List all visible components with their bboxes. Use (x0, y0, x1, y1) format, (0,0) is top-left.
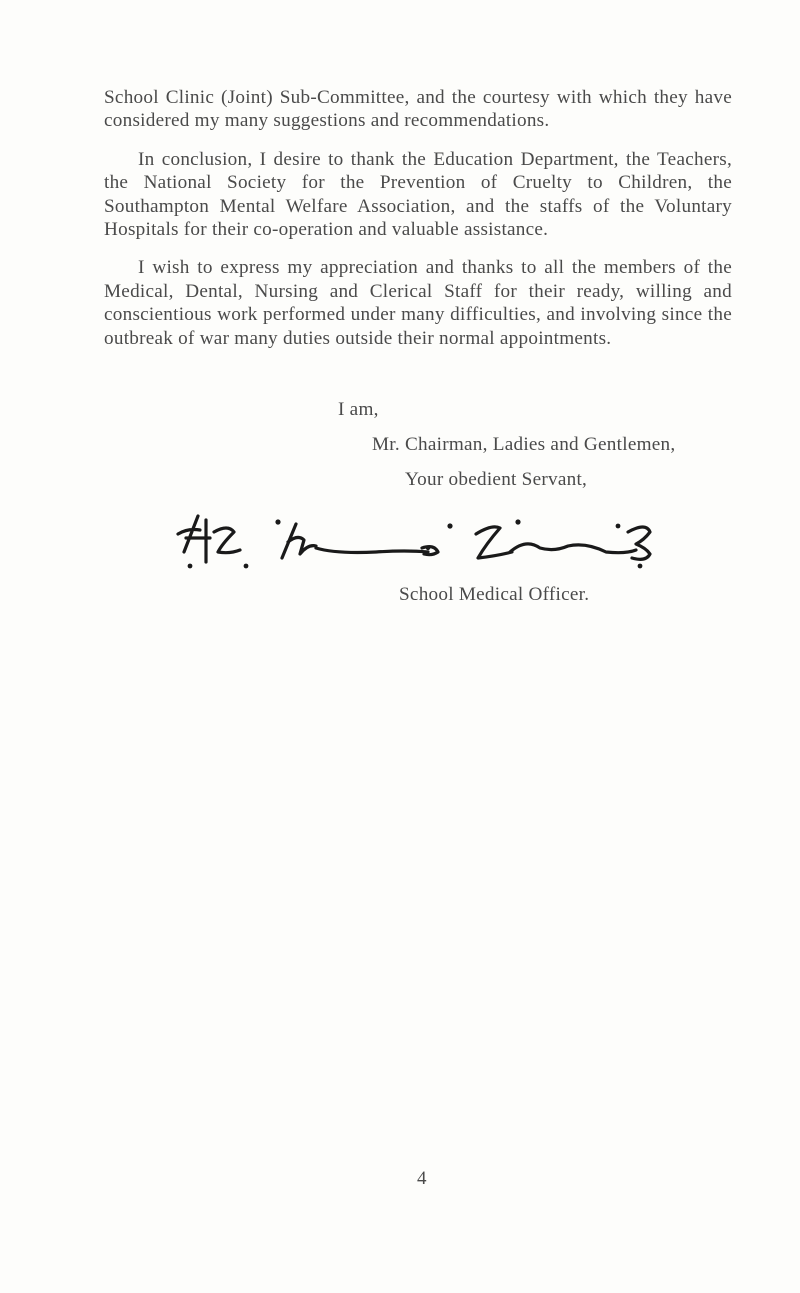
closing-salutation: Mr. Chairman, Ladies and Gentlemen, (372, 434, 676, 455)
paragraph-conclusion: In conclusion, I desire to thank the Education Department, the Teachers, the National Society for the Prevention of Cruelty to Children, the Southampton Mental Welfare Association, and the staffs of the Voluntary Hospitals for their co-operation and valuable assistance. (104, 148, 732, 241)
paragraph-committee-thanks: School Clinic (Joint) Sub-Committee, and the courtesy with which they have considered my many suggestions and recommendations. (104, 87, 732, 132)
paragraph-staff-appreciation: I wish to express my appreciation and thanks to all the members of the Medical, Dental, Nursing and Clerical Staff for their ready, willing and conscientious work performed under many difficulties, and involving since the outbreak of war many duties outside their normal appointments. (104, 257, 732, 349)
signatory-title: School Medical Officer. (399, 584, 590, 605)
handwritten-signature (176, 514, 662, 574)
page-number: 4 (417, 1168, 427, 1189)
closing-i-am: I am, (338, 399, 379, 420)
closing-obedient-servant: Your obedient Servant, (405, 469, 588, 490)
document-body (104, 86, 732, 365)
